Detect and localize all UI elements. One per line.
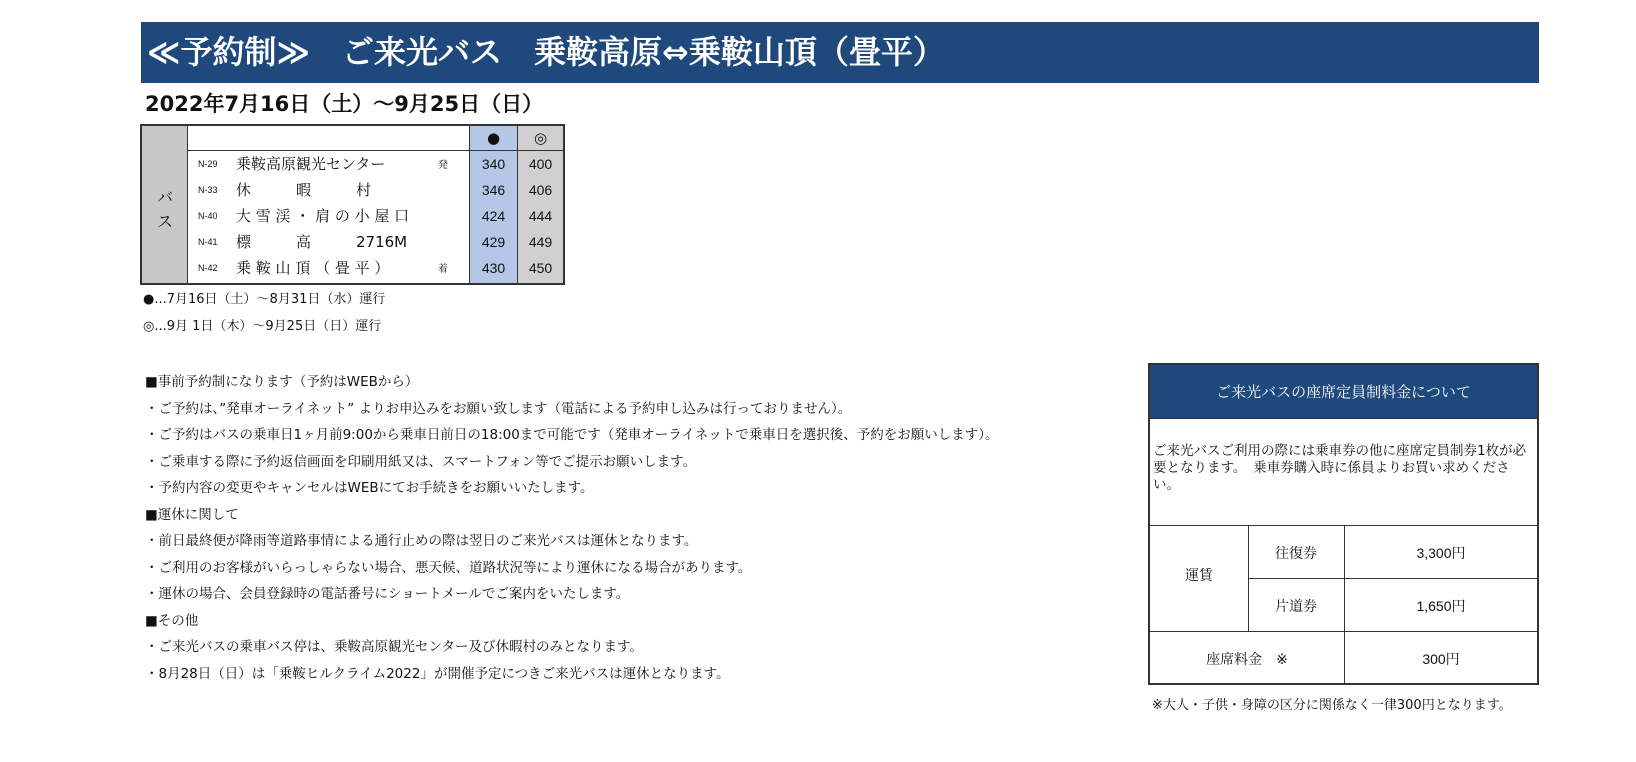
one-way-label: 片道券 <box>1275 599 1317 615</box>
note-item: ・ご予約はバスの乗車日1ヶ月前9:00から乗車日前日の18:00まで可能です（発車オーライネットで乗車日を選択後、予約をお願いします）。 <box>145 427 999 443</box>
time-period1: 346 <box>481 182 506 198</box>
note-item: ・ご予約は、”発車オーライネット” よりお申込みをお願い致します（電話による予約申し込みは行っておりません）。 <box>145 400 852 417</box>
stop-name: 休 暇 村 <box>236 181 372 199</box>
stop-name: 乗 鞍 山 頂 （ 畳 平 ） <box>236 259 390 277</box>
time-period1: 340 <box>481 156 506 172</box>
fare-info-box <box>1148 363 1539 685</box>
table-row <box>188 151 563 177</box>
note-item: ・予約内容の変更やキャンセルはWEBにてお手続きをお願いいたします。 <box>145 480 594 496</box>
page-title-banner: ≪予約制≫ ご来光バス 乗鞍高原⇔乗鞍山頂（畳平） <box>141 22 1539 83</box>
service-period: 2022年7月16日（土）～9月25日（日） <box>145 92 544 116</box>
stop-mark: 発 <box>438 160 448 171</box>
table-row <box>188 229 563 255</box>
stop-code: N-33 <box>198 185 218 195</box>
table-row <box>188 177 563 203</box>
time-period1: 429 <box>481 234 506 250</box>
time-period2: 406 <box>528 182 553 198</box>
time-period1: 424 <box>481 208 506 224</box>
time-period2: 444 <box>528 208 553 224</box>
notes-list <box>145 369 999 687</box>
stop-name: 乗鞍高原観光センター <box>236 155 386 173</box>
stop-code: N-29 <box>198 159 218 169</box>
stop-mark: 着 <box>438 264 448 275</box>
note-heading: ■運休に関して <box>145 506 239 523</box>
one-way-price: 1,650円 <box>1416 598 1466 614</box>
timetable-side-label: バス <box>156 188 173 231</box>
legend-period2: ◎...9月 1日（木）～9月25日（日）運行 <box>143 319 382 334</box>
stop-code: N-40 <box>198 211 218 221</box>
round-trip-price: 3,300円 <box>1416 545 1466 561</box>
fare-footnote: ※大人・子供・身障の区分に関係なく一律300円となります。 <box>1152 698 1512 713</box>
note-heading: ■事前予約制になります（予約はWEBから） <box>145 374 419 390</box>
time-period2: 449 <box>528 234 553 250</box>
note-item: ・ご乗車する際に予約返信画面を印刷用紙又は、スマートフォン等でご提示お願いします。 <box>145 453 697 470</box>
fare-info-title: ご来光バスの座席定員制料金について <box>1150 365 1537 419</box>
seat-fee-label: 座席料金 ※ <box>1206 652 1288 668</box>
fare-info-description: ご来光バスご利用の際には乗車券の他に座席定員制券1枚が必要となります。 乗車券購入時に係員よりお買い求めください。 <box>1153 443 1527 493</box>
stop-code: N-42 <box>198 263 218 273</box>
note-item: ・ご利用のお客様がいらっしゃらない場合、悪天候、道路状況等により運休になる場合があります。 <box>145 559 752 576</box>
legend-period1: ●...7月16日（土）～8月31日（水）運行 <box>143 292 386 307</box>
round-trip-label: 往復券 <box>1275 546 1317 562</box>
fare-label: 運賃 <box>1185 568 1213 584</box>
time-period2: 400 <box>528 156 553 172</box>
note-item: ・前日最終便が降雨等道路事情による通行止めの際は翌日のご来光バスは運休となります。 <box>145 533 698 549</box>
stop-code: N-41 <box>198 237 218 247</box>
col2-symbol: ◎ <box>518 126 563 151</box>
timetable-side-column <box>142 126 188 283</box>
table-row <box>188 203 563 229</box>
time-period2: 450 <box>528 260 553 276</box>
note-item: ・運休の場合、会員登録時の電話番号にショートメールでご案内をいたします。 <box>145 586 630 602</box>
stop-name: 大 雪 渓 ・ 肩 の 小 屋 口 <box>236 207 410 225</box>
divider <box>1248 578 1537 579</box>
timetable-header-blank <box>188 126 469 151</box>
note-item: ・ご来光バスの乗車バス停は、乗鞍高原観光センター及び休暇村のみとなります。 <box>145 639 643 655</box>
seat-fee-price: 300円 <box>1422 651 1460 667</box>
time-period1: 430 <box>481 260 506 276</box>
stop-name: 標 高 2716M <box>236 233 408 251</box>
note-item: ・8月28日（日）は「乗鞍ヒルクライム2022」が開催予定につきご来光バスは運休となります。 <box>145 665 730 682</box>
col1-symbol: ● <box>470 126 517 151</box>
timetable <box>140 124 565 285</box>
note-heading: ■その他 <box>145 612 199 629</box>
table-row <box>188 255 563 281</box>
